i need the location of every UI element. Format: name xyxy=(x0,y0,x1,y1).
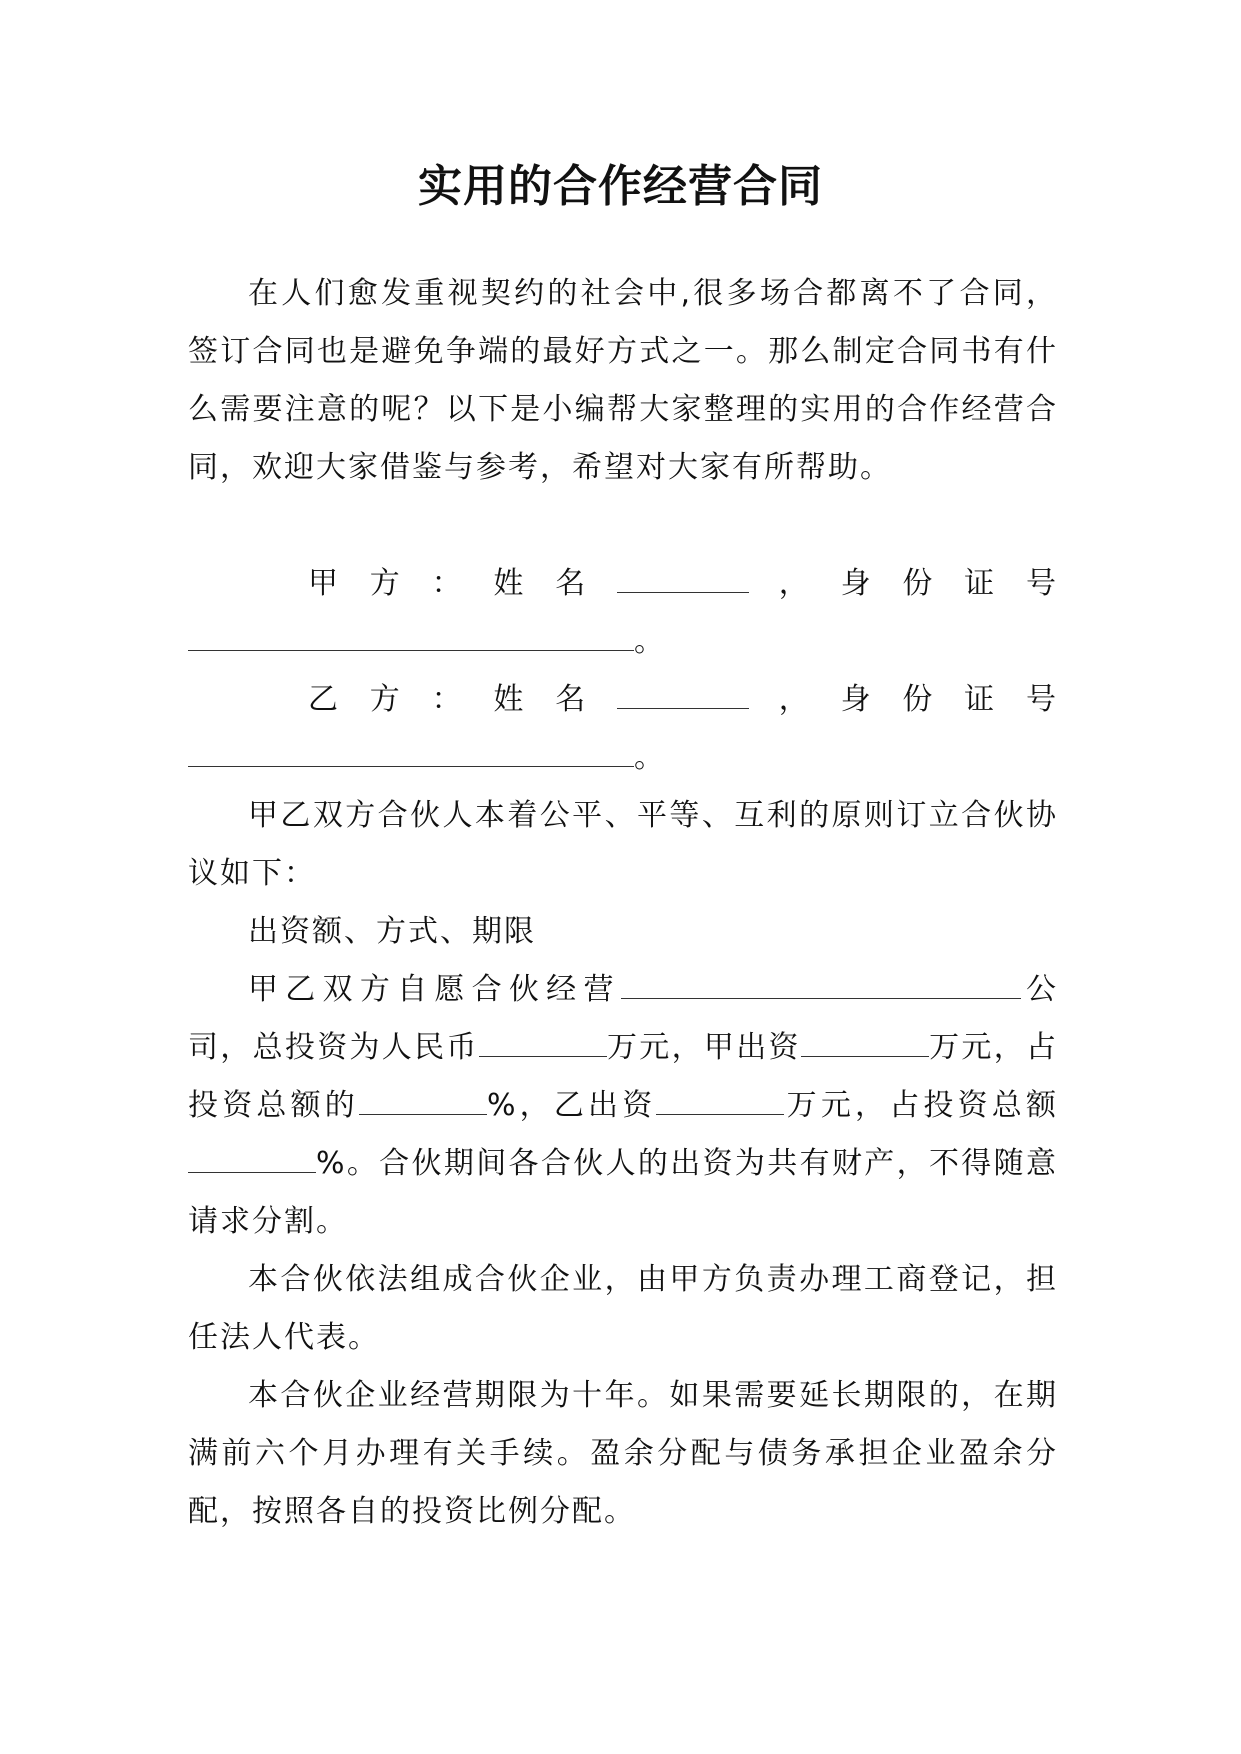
party-b-end: 。 xyxy=(634,740,666,775)
section-heading: 出资额、方式、期限 xyxy=(248,914,536,949)
party-b-id-char: 份 xyxy=(902,682,935,717)
total-investment-blank xyxy=(479,1026,607,1057)
party-a-percent-blank xyxy=(359,1084,487,1115)
investment-text: %，乙出资 xyxy=(486,1088,657,1123)
party-b-id-char: 证 xyxy=(964,682,997,717)
document-title: 实用的合作经营合同 xyxy=(418,161,823,212)
party-b-id-char: 身 xyxy=(840,682,873,717)
party-b-char: ： xyxy=(431,682,464,717)
party-b-investment-blank xyxy=(656,1084,784,1115)
party-b-char: 方 xyxy=(369,682,402,717)
term-paragraph: 本合伙企业经营期限为十年。如果需要延长期限的，在期满前六个月办理有关手续。盈余分配与债务承担企业盈余分配，按照各自的投资比例分配。 xyxy=(188,1378,1058,1529)
party-b-comma: ， xyxy=(778,682,811,717)
party-a-id-blank xyxy=(188,620,634,651)
party-a-char: 方 xyxy=(369,566,402,601)
investment-text: 万元，占投资总额的 xyxy=(188,1030,1059,1123)
intro-paragraph: 在人们愈发重视契约的社会中,很多场合都离不了合同，签订合同也是避免争端的最好方式之一。那么制定合同书有什么需要注意的呢？以下是小编帮大家整理的实用的合作经营合同，欢迎大家借鉴与参考，希望对大家有所帮助。 xyxy=(188,276,1058,485)
party-b-char: 姓 xyxy=(493,682,526,717)
investment-paragraph xyxy=(188,961,1058,1251)
party-a-investment-blank xyxy=(801,1026,929,1057)
party-b-line xyxy=(188,671,1058,729)
investment-text: 万元，占投资总额 xyxy=(784,1088,1059,1123)
spacer xyxy=(188,497,1058,555)
party-a-id-char: 身 xyxy=(840,566,873,601)
party-b-char: 乙 xyxy=(308,682,340,717)
party-b-id-blank xyxy=(188,736,634,767)
party-b-name-blank xyxy=(617,678,749,709)
party-a-char: 甲 xyxy=(308,566,340,601)
party-a-end: 。 xyxy=(634,624,666,659)
party-a-line xyxy=(188,555,1058,613)
party-b-id-char: 号 xyxy=(1025,682,1058,717)
party-b-id-line xyxy=(188,729,1058,787)
party-a-id-line xyxy=(188,613,1058,671)
party-a-comma: ， xyxy=(778,566,811,601)
investment-text: 万元，甲出资 xyxy=(606,1030,801,1065)
party-a-id-char: 份 xyxy=(902,566,935,601)
company-name-blank xyxy=(621,968,1021,999)
party-b-char: 名 xyxy=(555,682,588,717)
registration-paragraph: 本合伙依法组成合伙企业，由甲方负责办理工商登记，担任法人代表。 xyxy=(188,1262,1058,1355)
party-a-name-blank xyxy=(617,562,749,593)
party-a-id-char: 证 xyxy=(964,566,997,601)
investment-text: 甲乙双方自愿合伙经营 xyxy=(248,972,621,1007)
party-a-char: 名 xyxy=(555,566,588,601)
party-a-id-char: 号 xyxy=(1025,566,1058,601)
party-b-percent-blank xyxy=(188,1142,316,1173)
party-a-char: 姓 xyxy=(493,566,526,601)
investment-text: 公司，总投资为人民币 xyxy=(188,972,1059,1065)
agreement-intro: 甲乙双方合伙人本着公平、平等、互利的原则订立合伙协议如下： xyxy=(188,798,1058,891)
investment-text: %。合伙期间各合伙人的出资为共有财产，不得随意请求分割。 xyxy=(188,1146,1058,1239)
party-a-char: ： xyxy=(431,566,464,601)
document-body xyxy=(188,265,1058,1541)
